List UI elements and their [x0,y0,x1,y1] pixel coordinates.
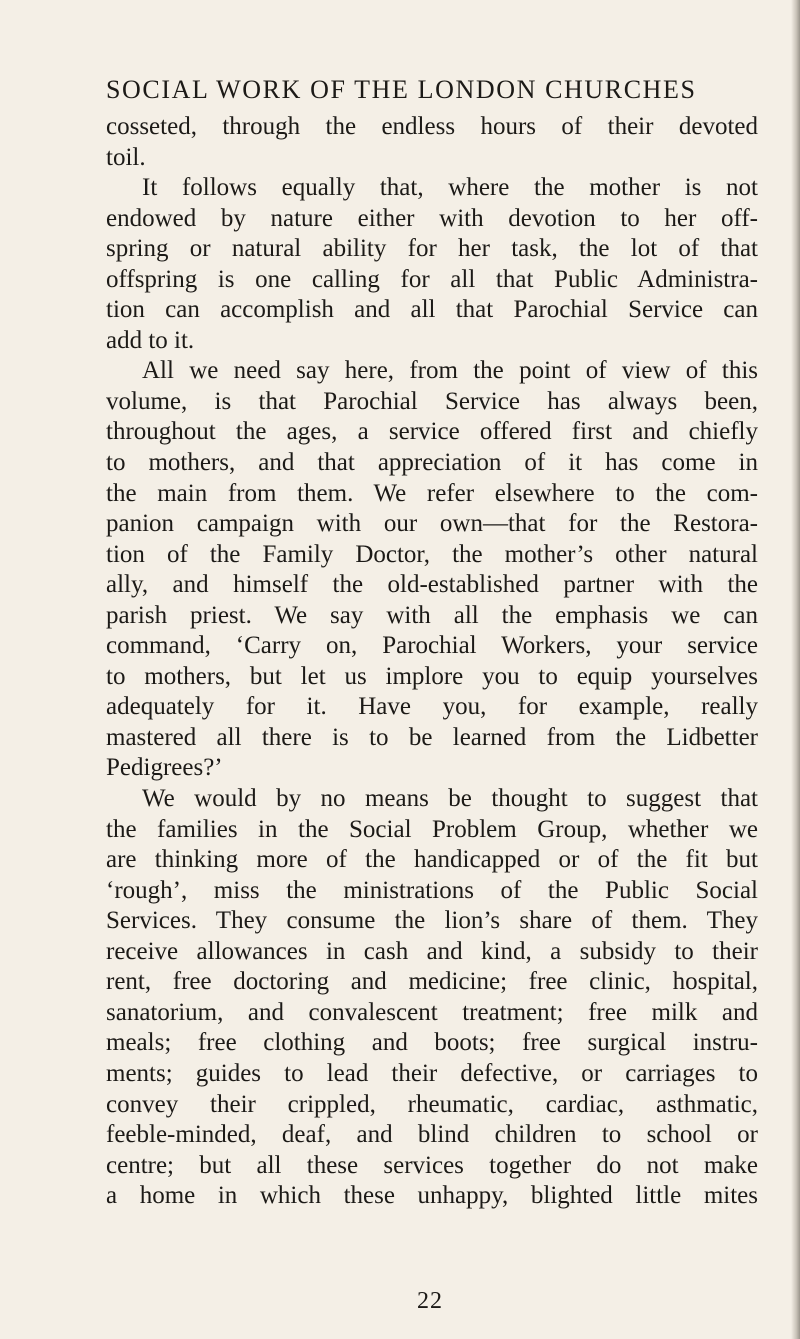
text-line: ments; guides to lead their defective, or carriages to [106,1059,758,1087]
text-line: offspring is one calling for all that Public Administra- [106,265,758,293]
page-number: 22 [417,1288,443,1314]
text-line: ally, and himself the old-established partner with the [106,571,758,599]
page-edge-shadow [791,0,800,1339]
text-line: tion can accomplish and all that Parochial Service can [106,296,758,324]
text-line: receive allowances in cash and kind, a subsidy to their [106,937,758,965]
running-head: SOCIAL WORK OF THE LONDON CHURCHES [106,75,697,104]
text-line: a home in which these unhappy, blighted little mites [106,1182,758,1210]
text-line: panion campaign with our own—that for the Restora- [106,510,758,538]
text-line: are thinking more of the handicapped or of the fit but [106,846,758,874]
text-line: mastered all there is to be learned from the Lidbetter [106,723,758,751]
text-line: add to it. [106,326,195,354]
text-line: meals; free clothing and boots; free surgical instru- [106,1029,758,1057]
text-line: toil. [106,143,146,171]
text-line: convey their crippled, rheumatic, cardiac, asthmatic, [106,1090,758,1118]
text-line: sanatorium, and convalescent treatment; free milk and [106,998,758,1026]
text-line: the main from them. We refer elsewhere to the com- [106,479,758,507]
text-line: parish priest. We say with all the emphasis we can [106,601,758,629]
text-line: centre; but all these services together do not make [106,1151,758,1179]
text-line: It follows equally that, where the mother is not [142,174,758,202]
text-line: Pedigrees?’ [106,754,223,782]
text-line: command, ‘Carry on, Parochial Workers, your service [106,632,758,660]
text-line: Services. They consume the lion’s share of them. They [106,907,758,935]
body-text [106,112,758,1212]
text-line: ‘rough’, miss the ministrations of the Public Social [106,876,758,904]
text-line: adequately for it. Have you, for example, really [106,693,758,721]
text-line: endowed by nature either with devotion to her off- [106,204,758,232]
text-line: volume, is that Parochial Service has always been, [106,387,758,415]
text-line: tion of the Family Doctor, the mother’s other natural [106,540,758,568]
text-line: to mothers, but let us implore you to equip yourselves [106,662,758,690]
text-line: feeble-minded, deaf, and blind children to school or [106,1121,758,1149]
text-line: throughout the ages, a service offered first and chiefly [106,418,758,446]
text-line: cosseted, through the endless hours of their devoted [106,113,758,140]
text-line: rent, free doctoring and medicine; free clinic, hospital, [106,968,758,996]
text-line: spring or natural ability for her task, the lot of that [106,235,758,263]
text-line: to mothers, and that appreciation of it has come in [106,449,758,477]
text-line: the families in the Social Problem Group, whether we [106,815,758,843]
text-line: We would by no means be thought to suggest that [142,785,758,813]
text-line: All we need say here, from the point of view of this [142,357,758,385]
